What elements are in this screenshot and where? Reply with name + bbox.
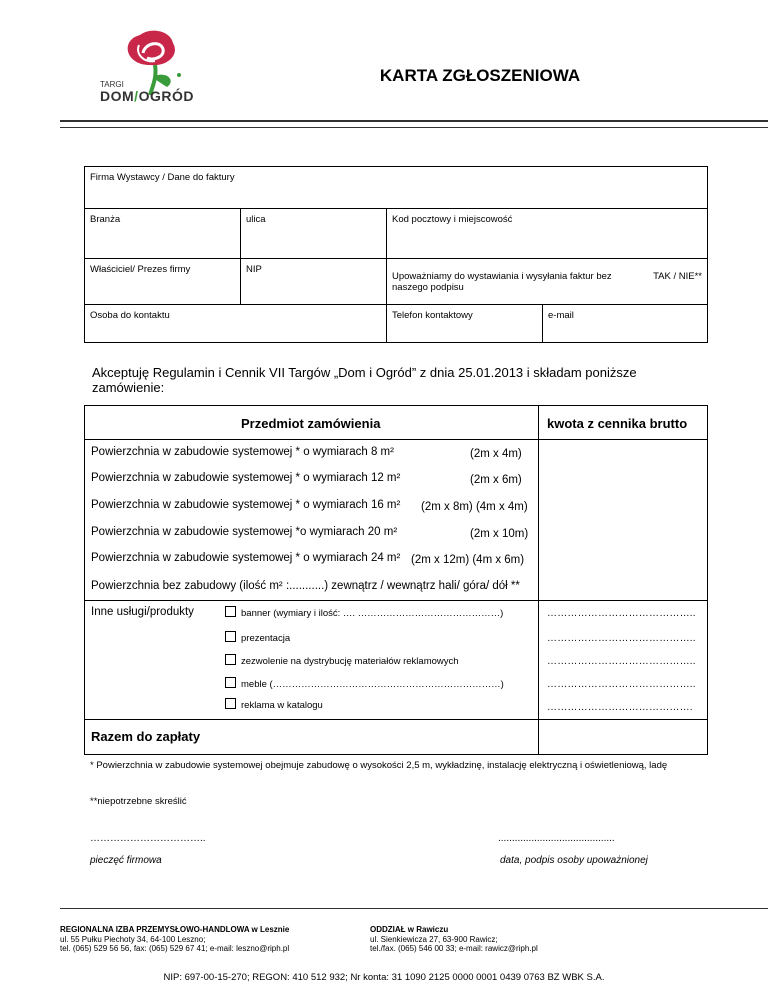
service-label: prezentacja xyxy=(241,633,291,644)
email-label: e-mail xyxy=(548,310,574,321)
footer-left xyxy=(60,925,289,954)
page-title: KARTA ZGŁOSZENIOWA xyxy=(379,66,581,85)
order-header-rule xyxy=(85,439,707,440)
price-field[interactable]: …………………………………….. xyxy=(547,656,696,667)
logo-top-text: TARGI xyxy=(100,80,124,89)
top-rule-thin xyxy=(60,127,768,128)
note-star: * Powierzchnia w zabudowie systemowej obejmuje zabudowę o wysokości 2,5 m, wykładzinę, instalację elektryczną i oświetleniową, ladę xyxy=(90,760,668,771)
wlasciciel-field[interactable] xyxy=(85,259,241,305)
wlasciciel-label: Właściciel/ Prezes firmy xyxy=(90,264,191,275)
checkbox-icon[interactable] xyxy=(225,677,236,688)
service-prezentacja[interactable] xyxy=(225,631,290,644)
order-row-dims: (2m x 12m) (4m x 6m) xyxy=(411,554,525,566)
footer-right xyxy=(370,925,538,954)
inne-label: Inne usługi/produkty xyxy=(91,606,194,618)
top-rule xyxy=(60,120,768,122)
branza-field[interactable] xyxy=(85,209,241,259)
order-mid-rule xyxy=(85,600,707,601)
order-row-dims: (2m x 6m) xyxy=(470,474,522,486)
footer-right-line: ul. Sienkiewicza 27, 63-900 Rawicz; xyxy=(370,934,498,944)
osoba-field[interactable] xyxy=(85,305,387,343)
stamp-label: pieczęć firmowa xyxy=(90,855,162,866)
service-label: reklama w katalogu xyxy=(241,700,323,711)
service-banner[interactable] xyxy=(225,606,503,619)
logo-brand-left: DOM xyxy=(100,88,135,104)
ulica-field[interactable] xyxy=(241,209,387,259)
email-field[interactable] xyxy=(543,305,708,343)
footer-left-title: REGIONALNA IZBA PRZEMYSŁOWO-HANDLOWA w Lesznie xyxy=(60,925,290,934)
stamp-line[interactable]: …………………………….. xyxy=(90,833,206,844)
signature-label: data, podpis osoby upoważnionej xyxy=(500,855,648,866)
order-header-price: kwota z cennika brutto xyxy=(547,416,688,431)
accept-text: Akceptuję Regulamin i Cennik VII Targów „Dom i Ogród” z dnia 25.01.2013 i składam poniższe zamówienie: xyxy=(92,365,637,395)
checkbox-icon[interactable] xyxy=(225,654,236,665)
service-zezwolenie[interactable] xyxy=(225,654,459,667)
footer-left-line: tel. (065) 529 56 56, fax: (065) 529 67 41; e-mail: leszno@riph.pl xyxy=(60,944,290,953)
nip-label: NIP xyxy=(246,264,262,275)
price-field[interactable]: …………………………………….. xyxy=(547,679,696,690)
footer-right-line: tel./fax. (065) 546 00 33; e-mail: rawicz@riph.pl xyxy=(370,944,538,953)
order-table xyxy=(84,405,708,755)
service-label: meble (………………………………………………………………) xyxy=(241,679,504,690)
nip-field[interactable] xyxy=(241,259,387,305)
service-label: banner (wymiary i ilość: …. ………………………………………) xyxy=(241,608,504,619)
telefon-field[interactable] xyxy=(387,305,543,343)
checkbox-icon[interactable] xyxy=(225,631,236,642)
order-row: Powierzchnia w zabudowie systemowej * o wymiarach 24 m² xyxy=(91,552,401,564)
footer-rule xyxy=(60,908,768,909)
order-row-dims: (2m x 8m) (4m x 4m) xyxy=(421,501,528,513)
logo-brand-right: OGRÓD xyxy=(138,88,194,104)
footer-nip: NIP: 697-00-15-270; REGON: 410 512 932; Nr konta: 31 1090 2125 0000 0001 0439 0763 BZ WBK S.A. xyxy=(163,972,605,983)
order-total-rule xyxy=(85,719,707,720)
footer-right-title: ODDZIAŁ w Rawiczu xyxy=(370,925,449,934)
ulica-label: ulica xyxy=(246,214,266,225)
branza-label: Branża xyxy=(90,214,121,225)
total-label: Razem do zapłaty xyxy=(91,729,201,744)
tak-nie-choice[interactable]: TAK / NIE** xyxy=(653,270,702,282)
bez-zabudowy-row: Powierzchnia bez zabudowy (ilość m² :...........) zewnątrz / wewnątrz hali/ góra/ dół ** xyxy=(91,580,520,592)
exhibitor-form xyxy=(84,166,708,343)
price-field[interactable]: …………………………………….. xyxy=(547,608,696,619)
price-field[interactable]: ……………………………………. xyxy=(547,702,693,713)
firma-label: Firma Wystawcy / Dane do faktury xyxy=(90,172,235,183)
note-double-star: **niepotrzebne skreślić xyxy=(90,796,187,807)
kod-field[interactable] xyxy=(387,209,708,259)
checkbox-icon[interactable] xyxy=(225,698,236,709)
service-label: zezwolenie na dystrybucję materiałów reklamowych xyxy=(241,656,459,667)
order-header-item: Przedmiot zamówienia xyxy=(241,416,381,431)
order-row: Powierzchnia w zabudowie systemowej * o wymiarach 16 m² xyxy=(91,499,401,511)
logo-brand: DOM/OGRÓD xyxy=(100,88,194,104)
order-row-dims: (2m x 4m) xyxy=(470,448,522,460)
order-row: Powierzchnia w zabudowie systemowej *o wymiarach 20 m² xyxy=(91,526,398,538)
checkbox-icon[interactable] xyxy=(225,606,236,617)
order-row-dims: (2m x 10m) xyxy=(470,528,529,540)
order-row: Powierzchnia w zabudowie systemowej * o wymiarach 12 m² xyxy=(91,472,401,484)
osoba-label: Osoba do kontaktu xyxy=(90,310,170,321)
service-meble[interactable] xyxy=(225,677,504,690)
telefon-label: Telefon kontaktowy xyxy=(392,310,473,321)
order-column-divider xyxy=(538,406,539,754)
order-row: Powierzchnia w zabudowie systemowej * o wymiarach 8 m² xyxy=(91,446,394,458)
service-reklama[interactable] xyxy=(225,698,323,711)
price-field[interactable]: …………………………………….. xyxy=(547,633,696,644)
firma-field[interactable] xyxy=(85,167,708,209)
footer-left-line: ul. 55 Pułku Piechoty 34, 64-100 Leszno; xyxy=(60,934,206,944)
upowaznienie-field[interactable] xyxy=(387,259,708,305)
kod-label: Kod pocztowy i miejscowość xyxy=(392,214,513,225)
signature-line[interactable]: .......................................... xyxy=(498,833,615,844)
upowaznienie-label: Upoważniamy do wystawiania i wysyłania faktur bez naszego podpisu xyxy=(392,270,612,293)
